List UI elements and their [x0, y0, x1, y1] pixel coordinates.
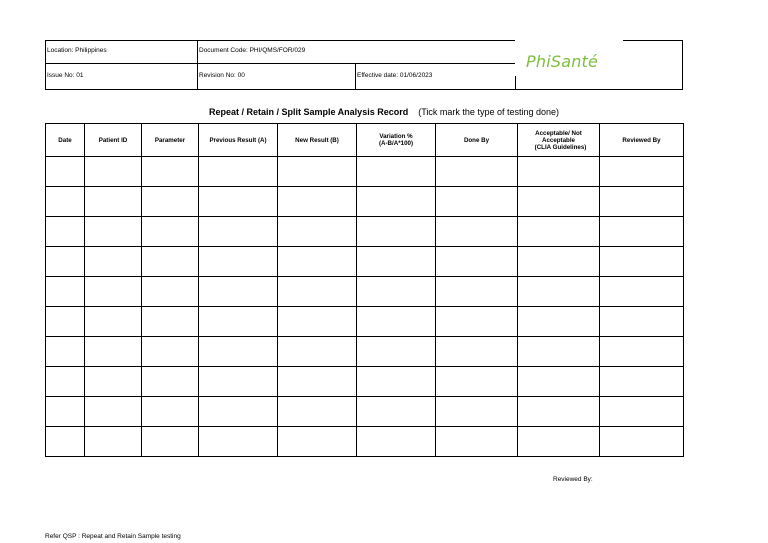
table-cell[interactable] [85, 427, 142, 457]
col-header-variation-line2: (A-B/A*100) [378, 140, 414, 147]
table-cell[interactable] [600, 367, 684, 397]
table-cell[interactable] [518, 247, 600, 277]
table-cell[interactable] [357, 367, 436, 397]
table-cell[interactable] [85, 187, 142, 217]
table-cell[interactable] [357, 247, 436, 277]
table-cell[interactable] [436, 217, 518, 247]
table-cell[interactable] [199, 187, 278, 217]
table-cell[interactable] [46, 367, 85, 397]
phisante-logo: PhiSanté [526, 52, 599, 71]
table-cell[interactable] [600, 247, 684, 277]
table-cell[interactable] [600, 217, 684, 247]
table-cell[interactable] [142, 337, 199, 367]
table-cell[interactable] [357, 337, 436, 367]
table-cell[interactable] [600, 277, 684, 307]
table-cell[interactable] [436, 157, 518, 187]
header-bottom-border [45, 89, 683, 90]
table-cell[interactable] [142, 187, 199, 217]
reviewed-by-label: Reviewed By: [553, 476, 593, 483]
table-body [46, 157, 684, 457]
effective-date-label: Effective date: 01/06/2023 [357, 72, 433, 79]
table-cell[interactable] [199, 307, 278, 337]
table-cell[interactable] [46, 247, 85, 277]
table-cell[interactable] [357, 397, 436, 427]
table-row [46, 397, 684, 427]
table-header-row [46, 124, 684, 157]
table-cell[interactable] [518, 307, 600, 337]
table-cell[interactable] [142, 247, 199, 277]
table-cell[interactable] [357, 277, 436, 307]
table-cell[interactable] [46, 397, 85, 427]
table-cell[interactable] [600, 427, 684, 457]
table-cell[interactable] [600, 187, 684, 217]
header-top-border-left [45, 40, 515, 41]
col-header-new-result: New Result (B) [278, 124, 357, 157]
col-header-acceptable-line1: Acceptable/ Not [535, 129, 582, 137]
col-header-acceptable-line2: Acceptable [541, 136, 575, 144]
col-header-acceptable-line3: (CLIA Guidelines) [534, 143, 587, 151]
sample-analysis-table [45, 123, 684, 457]
table-cell[interactable] [85, 367, 142, 397]
table-cell[interactable] [436, 367, 518, 397]
table-cell[interactable] [600, 307, 684, 337]
table-cell[interactable] [46, 277, 85, 307]
table-cell[interactable] [600, 337, 684, 367]
header-divider-1 [197, 40, 198, 90]
header-left-border [45, 40, 46, 90]
col-header-date: Date [46, 124, 85, 157]
table-cell[interactable] [199, 277, 278, 307]
table-cell[interactable] [278, 307, 357, 337]
col-header-acceptable [518, 124, 600, 157]
table-cell[interactable] [278, 337, 357, 367]
table-cell[interactable] [278, 247, 357, 277]
table-cell[interactable] [85, 217, 142, 247]
table-cell[interactable] [600, 397, 684, 427]
col-header-reviewed-by: Reviewed By [600, 124, 684, 157]
col-header-parameter: Parameter [142, 124, 199, 157]
table-row [46, 277, 684, 307]
table-cell[interactable] [199, 247, 278, 277]
table-cell[interactable] [436, 427, 518, 457]
table-cell[interactable] [518, 187, 600, 217]
table-cell[interactable] [46, 157, 85, 187]
col-header-variation [357, 124, 436, 157]
table-cell[interactable] [436, 337, 518, 367]
table-cell[interactable] [278, 217, 357, 247]
form-title [0, 107, 768, 117]
revision-no-label: Revision No: 00 [199, 72, 245, 79]
table-cell[interactable] [46, 217, 85, 247]
header-top-border-right [623, 40, 683, 41]
table-cell[interactable] [199, 337, 278, 367]
table-cell[interactable] [436, 307, 518, 337]
table-cell[interactable] [518, 367, 600, 397]
table-cell[interactable] [600, 157, 684, 187]
table-cell[interactable] [142, 277, 199, 307]
table-cell[interactable] [357, 187, 436, 217]
table-cell[interactable] [85, 157, 142, 187]
table-row [46, 187, 684, 217]
table-cell[interactable] [142, 307, 199, 337]
table-row [46, 217, 684, 247]
issue-no-label: Issue No: 01 [47, 72, 84, 79]
table-cell[interactable] [85, 307, 142, 337]
header-middle-border [45, 63, 515, 64]
header-right-border [682, 40, 683, 90]
table-cell[interactable] [142, 217, 199, 247]
table-cell[interactable] [46, 337, 85, 367]
col-header-patient-id: Patient ID [85, 124, 142, 157]
table-cell[interactable] [357, 157, 436, 187]
table-cell[interactable] [278, 397, 357, 427]
table-cell[interactable] [357, 307, 436, 337]
table-cell[interactable] [518, 397, 600, 427]
refer-qsp-note: Refer QSP : Repeat and Retain Sample testing [45, 533, 181, 540]
table-cell[interactable] [278, 277, 357, 307]
table-cell[interactable] [518, 277, 600, 307]
table-cell[interactable] [85, 337, 142, 367]
table-cell[interactable] [278, 157, 357, 187]
table-cell[interactable] [278, 427, 357, 457]
table-cell[interactable] [278, 367, 357, 397]
table-cell[interactable] [199, 157, 278, 187]
table-cell[interactable] [436, 187, 518, 217]
table-cell[interactable] [357, 217, 436, 247]
table-cell[interactable] [199, 397, 278, 427]
table-cell[interactable] [46, 427, 85, 457]
table-cell[interactable] [518, 427, 600, 457]
table-cell[interactable] [85, 277, 142, 307]
table-cell[interactable] [199, 217, 278, 247]
table-cell[interactable] [518, 217, 600, 247]
table-cell[interactable] [142, 367, 199, 397]
table-cell[interactable] [142, 157, 199, 187]
table-cell[interactable] [46, 187, 85, 217]
table-cell[interactable] [85, 247, 142, 277]
col-header-previous-result: Previous Result (A) [199, 124, 278, 157]
table-cell[interactable] [518, 337, 600, 367]
table-cell[interactable] [357, 427, 436, 457]
table-row [46, 247, 684, 277]
table-cell[interactable] [142, 397, 199, 427]
table-cell[interactable] [436, 277, 518, 307]
table-cell[interactable] [278, 187, 357, 217]
table-cell[interactable] [436, 397, 518, 427]
document-code-label: Document Code: PHI/QMS/FOR/029 [199, 47, 306, 54]
table-cell[interactable] [85, 397, 142, 427]
col-header-done-by: Done By [436, 124, 518, 157]
location-label: Location: Philippines [47, 47, 107, 54]
col-header-variation-line1: Variation % [379, 133, 413, 140]
table-row [46, 307, 684, 337]
table-cell[interactable] [199, 427, 278, 457]
table-cell[interactable] [199, 367, 278, 397]
table-cell[interactable] [46, 307, 85, 337]
table-row [46, 367, 684, 397]
header-divider-3 [515, 76, 516, 89]
header-divider-2 [355, 64, 356, 90]
table-row [46, 157, 684, 187]
table-row [46, 427, 684, 457]
table-cell[interactable] [436, 247, 518, 277]
table-cell[interactable] [142, 427, 199, 457]
form-title-main: Repeat / Retain / Split Sample Analysis Record [208, 107, 409, 117]
table-cell[interactable] [518, 157, 600, 187]
form-title-note: (Tick mark the type of testing done) [418, 107, 559, 117]
table-row [46, 337, 684, 367]
